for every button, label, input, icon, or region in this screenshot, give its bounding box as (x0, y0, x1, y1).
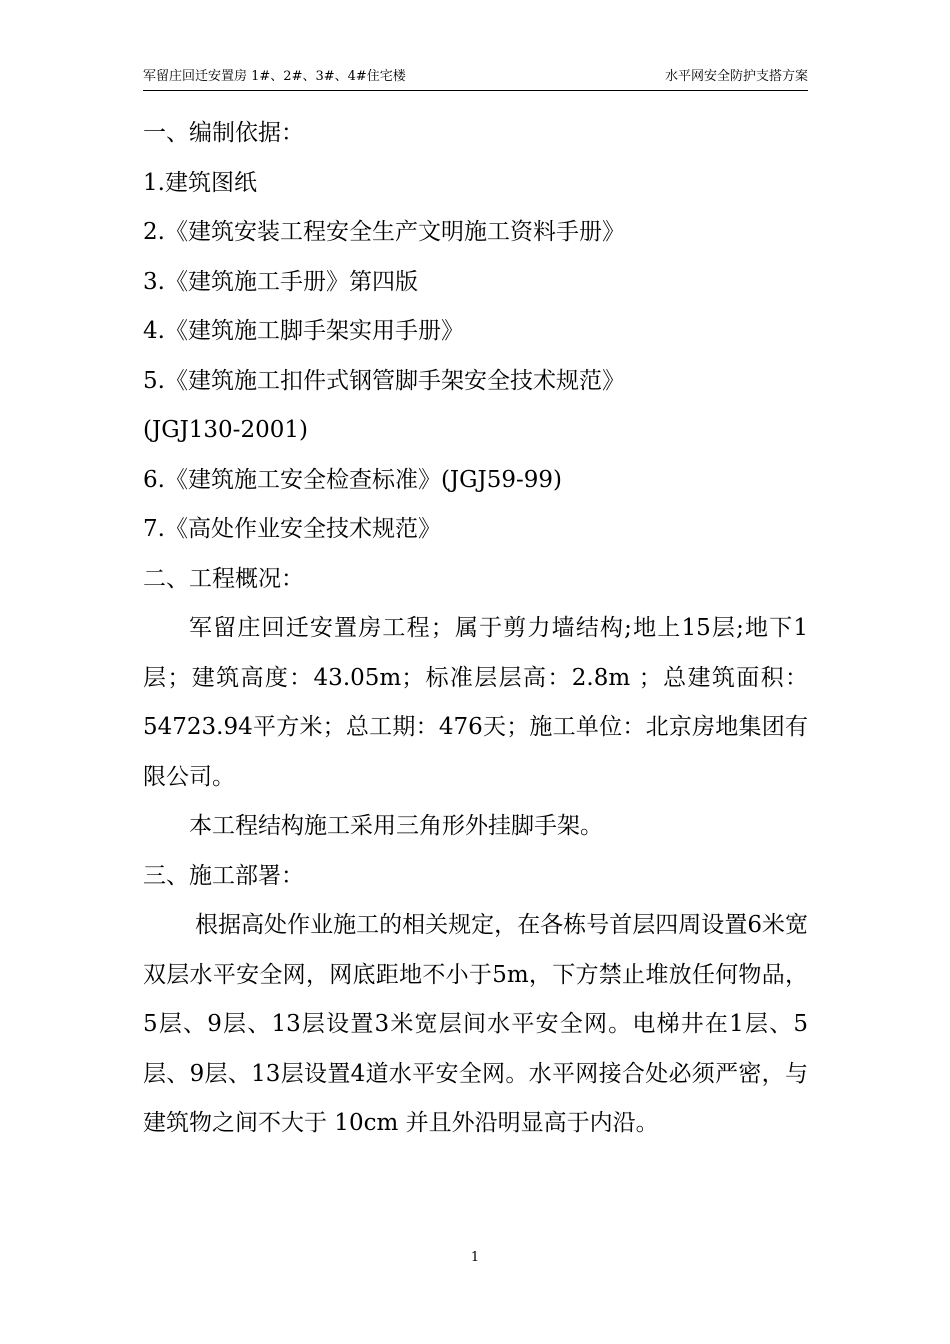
scaffold-paragraph: 本工程结构施工采用三角形外挂脚手架。 (189, 813, 603, 839)
section-heading-basis: 一、编制依据： (143, 120, 304, 146)
reference-item: 7.《高处作业安全技术规范》 (143, 516, 441, 542)
reference-item: 2.《建筑安装工程安全生产文明施工资料手册》 (143, 219, 625, 245)
reference-item: 4.《建筑施工脚手架实用手册》 (143, 318, 464, 344)
page-number: 1 (470, 1250, 480, 1265)
reference-item: (JGJ130-2001) (143, 417, 308, 443)
reference-item: 6.《建筑施工安全检查标准》(JGJ59-99) (143, 466, 563, 493)
section-heading-overview: 二、工程概况： (143, 565, 304, 592)
overview-paragraph: 军留庄回迁安置房工程；属于剪力墙结构;地上15层;地下1层；建筑高度：43.05m；标准层层高：2.8m ；总建筑面积：54723.94平方米；总工期：476天；施工单位：北京房地集团有限公司。 (143, 615, 808, 790)
section-heading-deployment: 三、施工部署： (143, 862, 304, 889)
deployment-paragraph: 根据高处作业施工的相关规定，在各栋号首层四周设置6米宽双层水平安全网，网底距地不小于5m，下方禁止堆放任何物品，5层、9层、13层设置3米宽层间水平安全网。电梯井在1层、5层、9层、13层设置4道水平安全网。水平网接合处必须严密，与建筑物之间不大于 10cm 并且外沿明显高于内沿。 (143, 912, 808, 1136)
reference-item: 5.《建筑施工扣件式钢管脚手架安全技术规范》 (143, 367, 625, 394)
reference-item: 1.建筑图纸 (143, 169, 257, 196)
header-project-name: 军留庄回迁安置房 1#、2#、3#、4#住宅楼 (143, 69, 406, 84)
reference-item: 3.《建筑施工手册》第四版 (143, 268, 418, 295)
document-body (143, 109, 808, 1149)
header-document-title: 水平网安全防护支搭方案 (664, 69, 808, 84)
page-header (143, 64, 808, 91)
